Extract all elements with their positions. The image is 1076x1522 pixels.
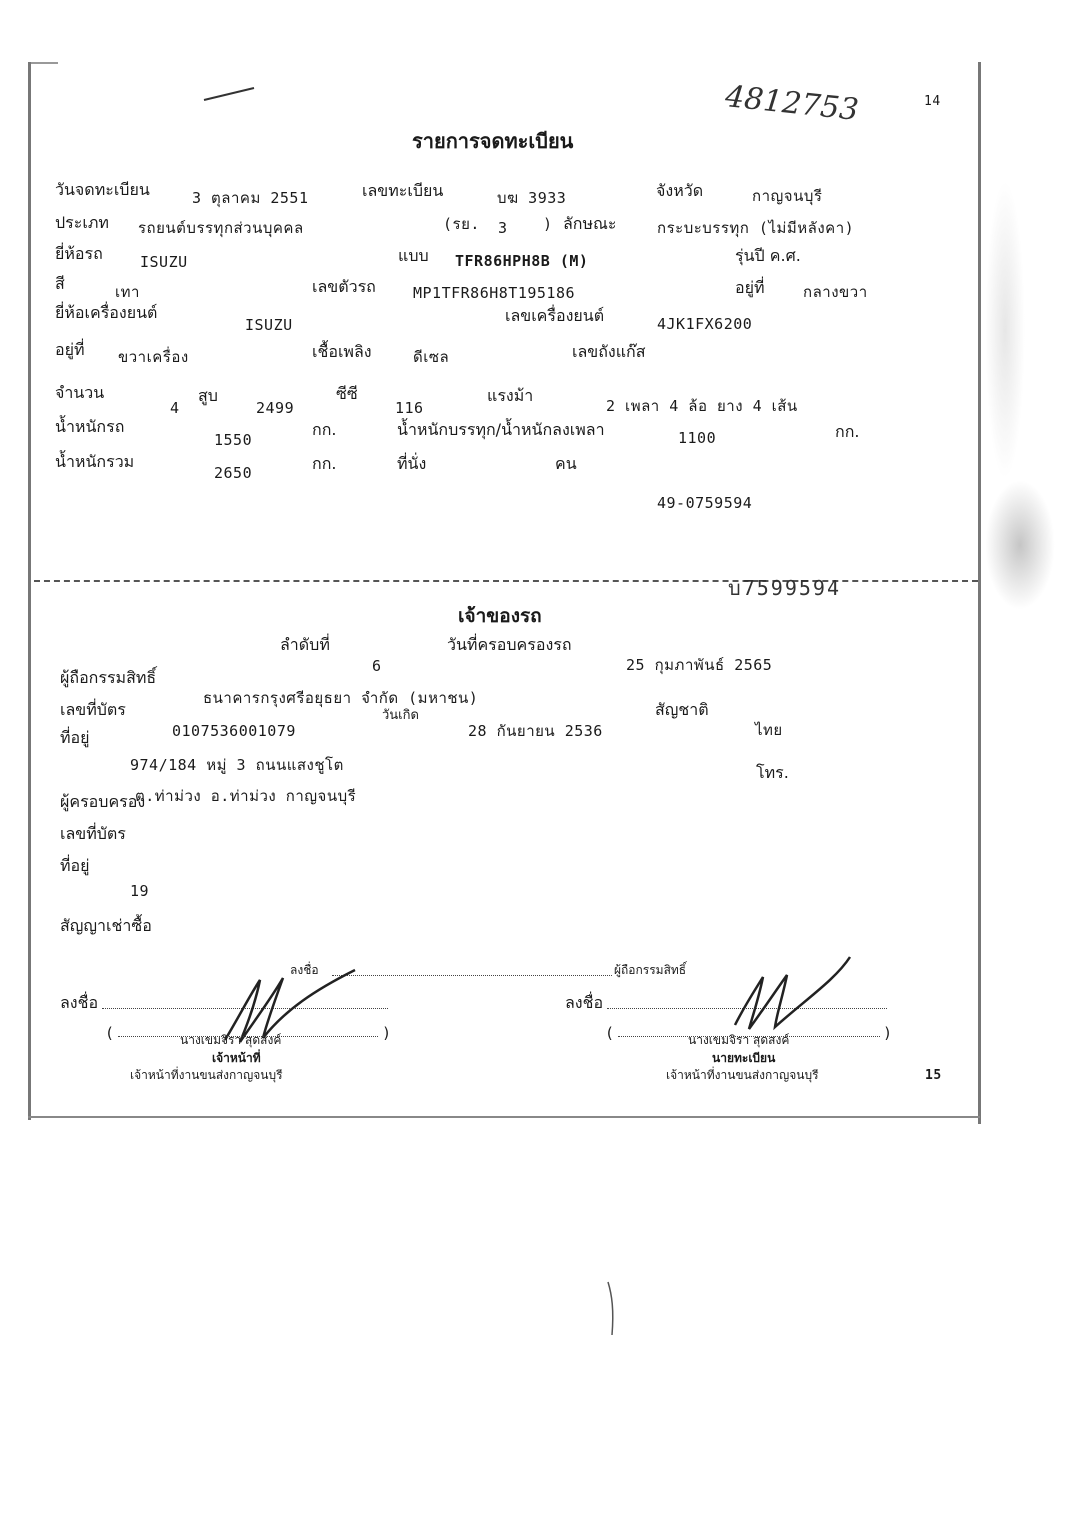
left-sign-label: ลงชื่อ: [60, 993, 99, 1012]
model: TFR86HPH8B (M): [455, 252, 589, 270]
engine-brand-label: ยี่ห้อเครื่องยนต์: [55, 303, 158, 322]
holder-label: ผู้ถือกรรมสิทธิ์: [60, 668, 157, 687]
chassis-loc: กลางขวา: [803, 283, 868, 301]
left-paren-close: ): [382, 1024, 392, 1042]
engine-no: 4JK1FX6200: [657, 315, 753, 333]
model-year-label: รุ่นปี ค.ศ.: [735, 246, 801, 265]
brand-label: ยี่ห้อรถ: [55, 244, 103, 263]
character-value: กระบะบรรทุก (ไม่มีหลังคา): [657, 219, 855, 237]
load-label: น้ำหนักบรรทุก/น้ำหนักลงเพลา: [397, 420, 605, 439]
nationality-label: สัญชาติ: [655, 700, 709, 719]
address-line-1: 974/184 หมู่ 3 ถนนแสงชูโต: [130, 756, 344, 774]
weight-label: น้ำหนักรถ: [55, 417, 125, 436]
left-signer-role: เจ้าหน้าที่: [212, 1051, 261, 1065]
possessor-address-number: 19: [130, 882, 150, 900]
frame-right-edge: [978, 62, 981, 1124]
frame-left-edge: [28, 62, 31, 1120]
cylinders: 4: [170, 399, 180, 417]
cc-unit: ซีซี: [336, 384, 358, 403]
phone-label: โทร.: [756, 763, 789, 782]
scan-speckle: [985, 480, 1055, 610]
owner-section-title: เจ้าของรถ: [458, 605, 542, 627]
reg-no: บฆ 3933: [497, 189, 567, 207]
engine-loc-label: อยู่ที่: [55, 340, 85, 359]
gas-tank-label: เลขถังแก๊ส: [572, 342, 646, 361]
chassis-loc-label: อยู่ที่: [735, 278, 765, 297]
province-label: จังหวัด: [656, 181, 704, 200]
right-signer-name: นางเขมจิรา สุดสงค์: [688, 1033, 790, 1047]
type-label: ประเภท: [55, 213, 109, 232]
total-label: น้ำหนักรวม: [55, 452, 135, 471]
seats-label: ที่นั่ง: [397, 454, 427, 473]
engine-brand: ISUZU: [245, 316, 293, 334]
contract-label: สัญญาเช่าซื้อ: [60, 916, 152, 935]
right-sign-label: ลงชื่อ: [565, 993, 604, 1012]
type-code-open: (รย.: [443, 215, 480, 233]
birth-label: วันเกิด: [382, 708, 419, 723]
reg-no-label: เลขทะเบียน: [362, 181, 444, 200]
order-label: ลำดับที่: [280, 635, 330, 654]
stray-mark: [600, 1280, 620, 1340]
reg-date-label: วันจดทะเบียน: [55, 180, 150, 199]
cylinder-unit: สูบ: [198, 386, 218, 405]
character-label: ลักษณะ: [563, 214, 617, 233]
fuel: ดีเซล: [413, 348, 450, 366]
holder-sign-label-top: ลงชื่อ: [290, 963, 319, 977]
document-number-stamp: บ7599594: [728, 576, 841, 600]
handwritten-number: 4812753: [723, 79, 861, 128]
frame-bottom-edge: [28, 1116, 980, 1118]
axles-wheels: 2 เพลา 4 ล้อ ยาง 4 เส้น: [606, 397, 798, 415]
right-signer-role: นายทะเบียน: [712, 1051, 776, 1065]
nationality: ไทย: [755, 721, 783, 739]
cc: 2499: [256, 399, 295, 417]
pen-stroke-mark: [200, 84, 260, 104]
engine-loc: ขวาเครื่อง: [118, 348, 189, 366]
possessor-label: ผู้ครอบครอง: [60, 792, 146, 811]
possessor-id-label: เลขที่บัตร: [60, 824, 126, 843]
type-value: รถยนต์บรรทุกส่วนบุคคล: [138, 219, 304, 237]
right-signature: [725, 945, 925, 1045]
left-signer-office: เจ้าหน้าที่งานขนส่งกาญจนบุรี: [130, 1068, 283, 1082]
address-label: ที่อยู่: [60, 728, 90, 747]
right-signer-office: เจ้าหน้าที่งานขนส่งกาญจนบุรี: [666, 1068, 819, 1082]
right-paren-close: ): [883, 1024, 893, 1042]
color: เทา: [115, 283, 140, 301]
type-code-close: ): [543, 215, 553, 233]
chassis-label: เลขตัวรถ: [312, 277, 376, 296]
document-number: 49-0759594: [657, 494, 753, 512]
holder-sign-label: ผู้ถือกรรมสิทธิ์: [614, 963, 687, 977]
possession-date: 25 กุมภาพันธ์ 2565: [626, 656, 773, 674]
id-label: เลขที่บัตร: [60, 700, 126, 719]
load-unit: กก.: [835, 422, 860, 441]
model-label: แบบ: [398, 246, 429, 265]
type-code: 3: [498, 219, 508, 237]
scan-speckle-edge: [985, 180, 1025, 480]
id-number: 0107536001079: [172, 722, 296, 740]
left-signer-name: นางเขมจิรา สุดสงค์: [180, 1033, 282, 1047]
weight: 1550: [214, 431, 253, 449]
possessor-address-label: ที่อยู่: [60, 856, 90, 875]
chassis: MP1TFR86H8T195186: [413, 284, 576, 302]
engine-no-label: เลขเครื่องยนต์: [505, 306, 605, 325]
weight-unit: กก.: [312, 420, 337, 439]
total-unit: กก.: [312, 454, 337, 473]
hp-unit: แรงม้า: [487, 386, 534, 405]
province: กาญจนบุรี: [752, 187, 823, 205]
right-paren-open: (: [605, 1024, 615, 1042]
address-line-2: ต.ท่าม่วง อ.ท่าม่วง กาญจนบุรี: [135, 787, 357, 805]
page-title: รายการจดทะเบียน: [412, 129, 574, 153]
possession-date-label: วันที่ครอบครองรถ: [447, 635, 572, 654]
birth-date: 28 กันยายน 2536: [468, 722, 603, 740]
frame-top-edge: [28, 62, 58, 64]
hp: 116: [395, 399, 424, 417]
seats-unit: คน: [555, 454, 577, 473]
page-number-bottom: 15: [925, 1068, 942, 1083]
total: 2650: [214, 464, 253, 482]
page-number-top: 14: [924, 94, 941, 109]
order-number: 6: [372, 657, 382, 675]
holder-name: ธนาคารกรุงศรีอยุธยา จำกัด (มหาชน): [203, 689, 479, 707]
count-label: จำนวน: [55, 383, 105, 402]
left-paren-open: (: [105, 1024, 115, 1042]
brand: ISUZU: [140, 253, 188, 271]
color-label: สี: [55, 274, 65, 293]
load: 1100: [678, 429, 717, 447]
fuel-label: เชื้อเพลิง: [312, 342, 372, 361]
reg-date: 3 ตุลาคม 2551: [192, 189, 309, 207]
